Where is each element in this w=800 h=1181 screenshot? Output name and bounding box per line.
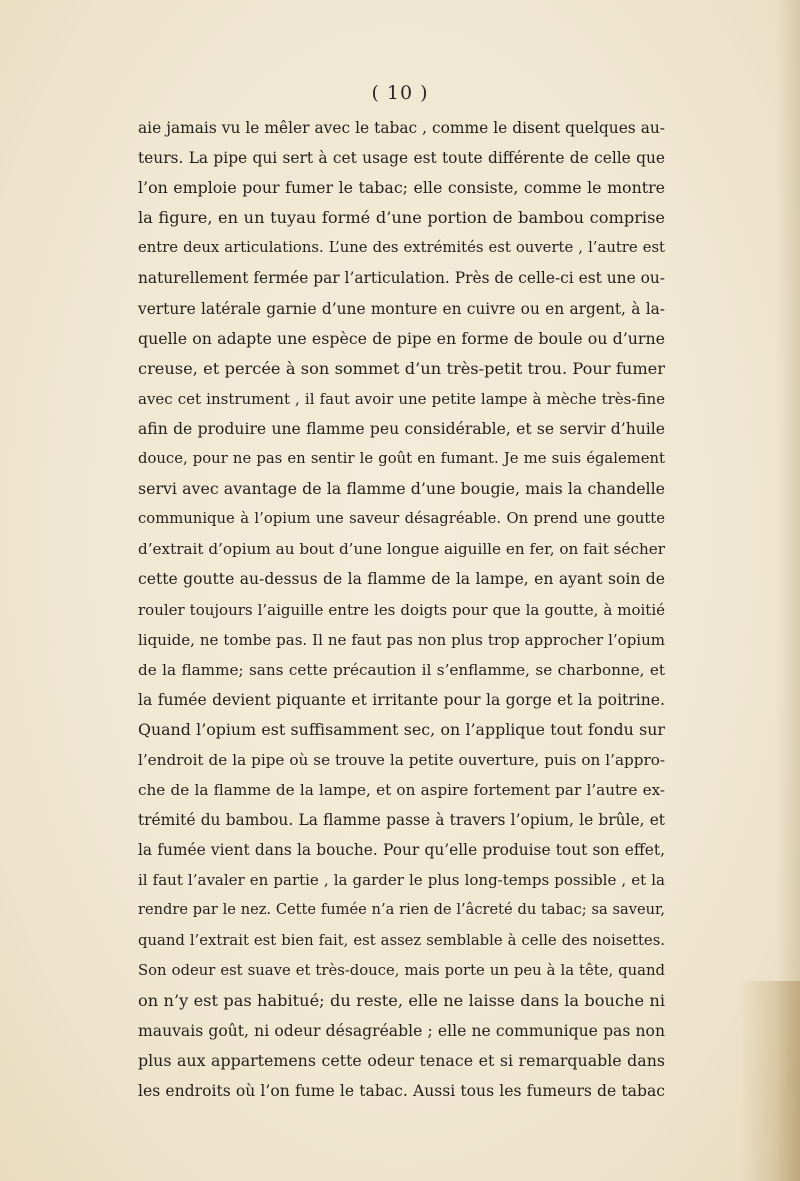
text-line: entre deux articulations. L’une des extrémités est ouverte , l’autre est: [138, 239, 665, 257]
text-line: l’endroit de la pipe où se trouve la petite ouverture, puis on l’appro-: [138, 750, 665, 769]
page-corner-stain: [740, 981, 800, 1181]
text-line: la fumée devient piquante et irritante pour la gorge et la poitrine.: [138, 690, 665, 709]
text-line: trémité du bambou. La flamme passe à travers l’opium, le brûle, et: [138, 811, 665, 830]
text-line: aie jamais vu le mêler avec le tabac , comme le disent quelques au-: [138, 119, 665, 137]
text-line: Quand l’opium est suffisamment sec, on l’applique tout fondu sur: [138, 719, 665, 739]
text-line: de la flamme; sans cette précaution il s’enflamme, se charbonne, et: [138, 660, 665, 679]
text-line: il faut l’avaler en partie , la garder le plus long-temps possible , et la: [138, 871, 665, 890]
text-line: creuse, et percée à son sommet d’un très-petit trou. Pour fumer: [138, 358, 665, 378]
text-line: che de la flamme de la lampe, et on aspire fortement par l’autre ex-: [138, 781, 665, 800]
text-line: d’extrait d’opium au bout d’une longue aiguille en fer, on fait sécher: [138, 540, 665, 559]
text-line: avec cet instrument , il faut avoir une petite lampe à mèche très-fine: [138, 389, 665, 408]
text-line: naturellement fermée par l’articulation. Près de celle-ci est une ou-: [138, 269, 665, 288]
text-line: cette goutte au-dessus de la flamme de la lampe, en ayant soin de: [138, 570, 665, 589]
text-line: l’on emploie pour fumer le tabac; elle consiste, comme le montre: [138, 178, 665, 198]
text-line: plus aux appartemens cette odeur tenace et si remarquable dans: [138, 1050, 665, 1070]
text-line: teurs. La pipe qui sert à cet usage est toute différente de celle que: [138, 149, 665, 168]
text-line: rendre par le nez. Cette fumée n’a rien de l’âcreté du tabac; sa saveur,: [138, 901, 665, 919]
text-line: on n’y est pas habitué; du reste, elle ne laisse dans la bouche ni: [138, 990, 665, 1010]
text-line: la fumée vient dans la bouche. Pour qu’elle produise tout son effet,: [138, 841, 665, 860]
text-line: verture latérale garnie d’une monture en cuivre ou en argent, à la-: [138, 299, 665, 318]
text-line: quelle on adapte une espèce de pipe en forme de boule ou d’urne: [138, 328, 665, 348]
text-line: afin de produire une flamme peu considérable, et se servir d’huile: [138, 419, 665, 438]
text-line: communique à l’opium une saveur désagréable. On prend une goutte: [138, 510, 665, 528]
text-line: les endroits où l’on fume le tabac. Aussi tous les fumeurs de tabac: [138, 1082, 665, 1100]
text-line: quand l’extrait est bien fait, est assez semblable à celle des noisettes.: [138, 931, 665, 949]
text-line: Son odeur est suave et très-douce, mais porte un peu à la tête, quand: [138, 961, 665, 979]
body-text: [138, 113, 665, 1106]
text-line: douce, pour ne pas en sentir le goût en fumant. Je me suis également: [138, 450, 665, 468]
text-line: rouler toujours l’aiguille entre les doigts pour que la goutte, à moitié: [138, 600, 665, 619]
text-line: mauvais goût, ni odeur désagréable ; elle ne communique pas non: [138, 1021, 665, 1040]
text-line: servi avec avantage de la flamme d’une bougie, mais la chandelle: [138, 479, 665, 499]
text-line: la figure, en un tuyau formé d’une portion de bambou comprise: [138, 208, 665, 228]
page-number: ( 10 ): [371, 82, 429, 104]
text-line: liquide, ne tombe pas. Il ne faut pas non plus trop approcher l’opium: [138, 630, 665, 649]
